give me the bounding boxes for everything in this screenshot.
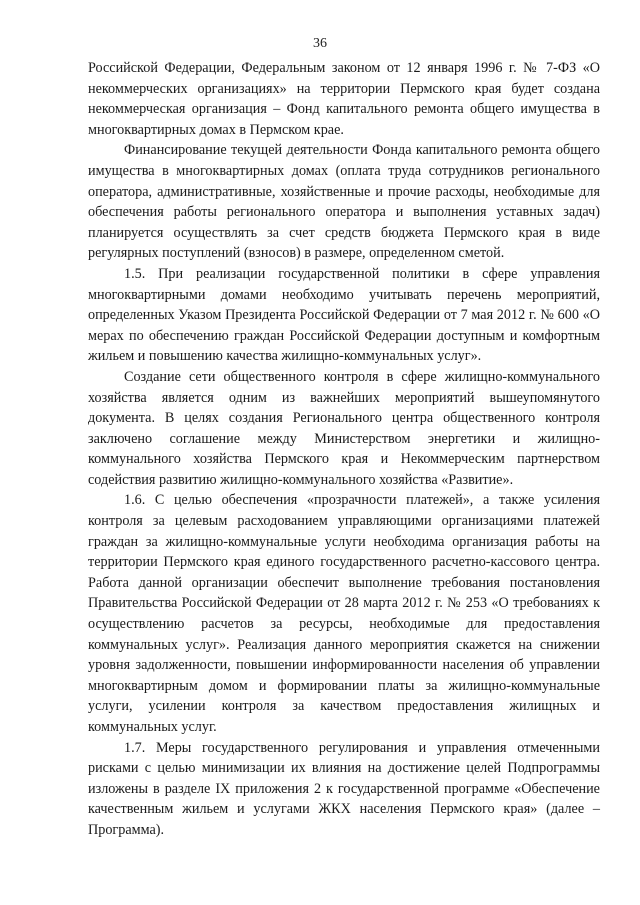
paragraph-section-1-7: 1.7. Меры государственного регулирования и управления отмеченными рисками с целью минимизации их влияния на достижение целей Подпрограммы изложены в разделе IX приложения 2 к государственной программе «Обеспечение качественным жильем и услугами ЖКХ населения Пермского края» (далее – Программа). [88, 739, 600, 838]
paragraph-section-1-5: 1.5. При реализации государственной политики в сфере управления многоквартирными домами необходимо учитывать перечень мероприятий, определенных Указом Президента Российской Федерации от 7 мая 2012 г. № 600 «О мерах по обеспечению граждан Российской Федерации доступным и комфортным жильем и повышению качества жилищно-коммунальных услуг». [88, 265, 600, 365]
paragraph-public-control: Создание сети общественного контроля в сфере жилищно-коммунального хозяйства является одним из важнейших мероприятий вышеупомянутого документа. В целях создания Регионального центра общественного контроля заключено соглашение между Министерством энергетики и жилищно-коммунального хозяйства Пермского края и Некоммерческим партнерством содействия развитию жилищно-коммунального хозяйства «Развитие». [88, 368, 600, 488]
paragraph-fund-financing: Финансирование текущей деятельности Фонда капитального ремонта общего имущества в многоквартирных домах (оплата труда сотрудников регионального оператора, административные, хозяйственные и прочие расходы, необходимые для обеспечения работы регионального оператора и выполнения уставных задач) планируется осуществлять за счет средств бюджета Пермского края в виде регулярных поступлений (взносов) в размере, определенном сметой. [88, 142, 600, 262]
paragraph-continuation: Российской Федерации, Федеральным законом от 12 января 1996 г. № 7-ФЗ «О некоммерческих организациях» на территории Пермского края будет создана некоммерческая организация – Фонд капитального ремонта общего имущества в многоквартирных домах в Пермском крае. [88, 60, 600, 138]
document-body [88, 58, 600, 841]
paragraph-section-1-6: 1.6. С целью обеспечения «прозрачности платежей», а также усиления контроля за целевым расходованием управляющими организациями платежей граждан за жилищно-коммунальные услуги необходима организация работы на территории Пермского края единого государственного расчетно-кассового центра. Работа данной организации обеспечит выполнение требования постановления Правительства Российской Федерации от 28 марта 2012 г. № 253 «О требованиях к осуществлению расчетов за ресурсы, необходимые для предоставления коммунальных услуг». Реализация данного мероприятия скажется на снижении уровня задолженности, повышении информированности населения об управлении многоквартирным домом и формировании платы за жилищно-коммунальные услуги, усилении контроля за качеством предоставления жилищных и коммунальных услуг. [88, 492, 600, 735]
page-number: 36 [313, 36, 327, 51]
